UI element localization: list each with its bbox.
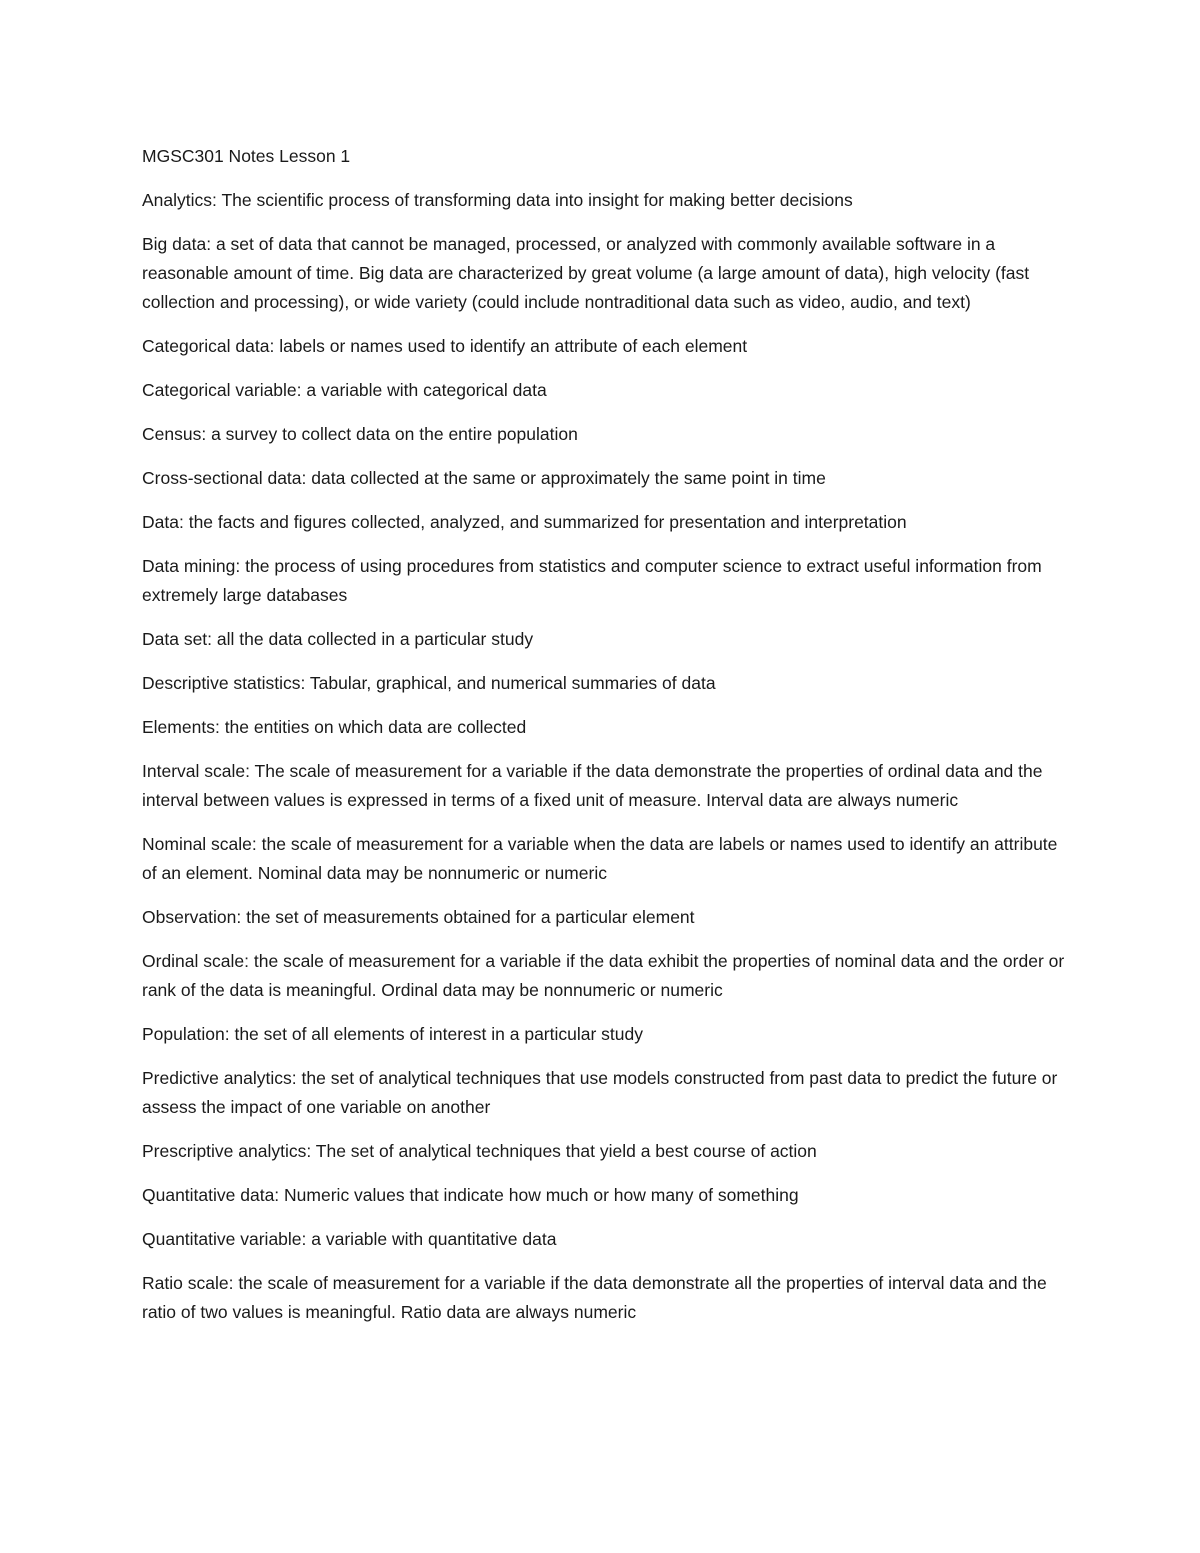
entry-definition: a variable with categorical data	[306, 380, 547, 400]
entry-definition: the scale of measurement for a variable if the data exhibit the properties of nominal data and the order or rank of the data is meaningful. Ordinal data may be nonnumeric or numeric	[142, 951, 1065, 1000]
entry-data-set	[142, 625, 1072, 654]
document-title: MGSC301 Notes Lesson 1	[142, 146, 351, 166]
entry-term: Nominal scale:	[142, 834, 257, 854]
entry-term: Data:	[142, 512, 184, 532]
entry-definition: The scale of measurement for a variable if the data demonstrate the properties of ordinal data and the interval between values is expressed in terms of a fixed unit of measure. Interval data are always numeric	[142, 761, 1043, 810]
entry-term: Census:	[142, 424, 207, 444]
entry-ratio-scale	[142, 1269, 1072, 1327]
entry-definition: the scale of measurement for a variable if the data demonstrate all the properties of interval data and the ratio of two values is meaningful. Ratio data are always numeric	[142, 1273, 1047, 1322]
entry-definition: a set of data that cannot be managed, processed, or analyzed with commonly available software in a reasonable amount of time. Big data are characterized by great volume (a large amount of data), high velocity (fast collection and processing), or wide variety (could include nontraditional data such as video, audio, and text)	[142, 234, 1030, 312]
entry-prescriptive-analytics	[142, 1137, 1072, 1166]
entry-term: Ratio scale:	[142, 1273, 234, 1293]
entry-interval-scale	[142, 757, 1072, 815]
entry-quantitative-variable	[142, 1225, 1072, 1254]
entry-term: Elements:	[142, 717, 220, 737]
entry-categorical-data	[142, 332, 1072, 361]
entry-term: Categorical variable:	[142, 380, 302, 400]
entry-analytics	[142, 186, 1072, 215]
entry-term: Categorical data:	[142, 336, 275, 356]
entry-nominal-scale	[142, 830, 1072, 888]
entry-elements	[142, 713, 1072, 742]
entry-definition: the process of using procedures from statistics and computer science to extract useful information from extremely large databases	[142, 556, 1042, 605]
entry-categorical-variable	[142, 376, 1072, 405]
entry-term: Descriptive statistics:	[142, 673, 306, 693]
entry-term: Interval scale:	[142, 761, 250, 781]
entry-population	[142, 1020, 1072, 1049]
entry-term: Predictive analytics:	[142, 1068, 297, 1088]
entry-data-mining	[142, 552, 1072, 610]
entry-definition: the set of analytical techniques that use models constructed from past data to predict the future or assess the impact of one variable on another	[142, 1068, 1058, 1117]
entry-definition: Numeric values that indicate how much or how many of something	[284, 1185, 799, 1205]
entry-observation	[142, 903, 1072, 932]
entry-term: Quantitative data:	[142, 1185, 280, 1205]
entry-term: Observation:	[142, 907, 242, 927]
entry-definition: Tabular, graphical, and numerical summaries of data	[309, 673, 716, 693]
entry-definition: the scale of measurement for a variable when the data are labels or names used to identify an attribute of an element. Nominal data may be nonnumeric or numeric	[142, 834, 1058, 883]
entry-term: Prescriptive analytics:	[142, 1141, 312, 1161]
entry-term: Cross-sectional data:	[142, 468, 307, 488]
entry-term: Population:	[142, 1024, 230, 1044]
entry-definition: the entities on which data are collected	[224, 717, 527, 737]
entry-definition: the facts and figures collected, analyzed, and summarized for presentation and interpretation	[188, 512, 907, 532]
entry-definition: The scientific process of transforming data into insight for making better decisions	[221, 190, 853, 210]
entry-big-data	[142, 230, 1072, 317]
entry-census	[142, 420, 1072, 449]
entry-term: Ordinal scale:	[142, 951, 249, 971]
entry-term: Analytics:	[142, 190, 217, 210]
entry-definition: labels or names used to identify an attribute of each element	[279, 336, 748, 356]
entry-cross-sectional-data	[142, 464, 1072, 493]
entry-term: Big data:	[142, 234, 212, 254]
entry-descriptive-statistics	[142, 669, 1072, 698]
entry-definition: all the data collected in a particular study	[216, 629, 534, 649]
document-body	[142, 142, 1072, 1342]
entry-quantitative-data	[142, 1181, 1072, 1210]
entry-definition: the set of all elements of interest in a particular study	[234, 1024, 643, 1044]
entry-definition: data collected at the same or approximately the same point in time	[311, 468, 826, 488]
entry-predictive-analytics	[142, 1064, 1072, 1122]
entry-data	[142, 508, 1072, 537]
entry-term: Data mining:	[142, 556, 241, 576]
entry-definition: the set of measurements obtained for a particular element	[246, 907, 695, 927]
entry-term: Quantitative variable:	[142, 1229, 307, 1249]
entry-definition: The set of analytical techniques that yield a best course of action	[315, 1141, 817, 1161]
entry-definition: a variable with quantitative data	[311, 1229, 557, 1249]
entry-definition: a survey to collect data on the entire population	[211, 424, 578, 444]
entry-ordinal-scale	[142, 947, 1072, 1005]
entry-term: Data set:	[142, 629, 213, 649]
